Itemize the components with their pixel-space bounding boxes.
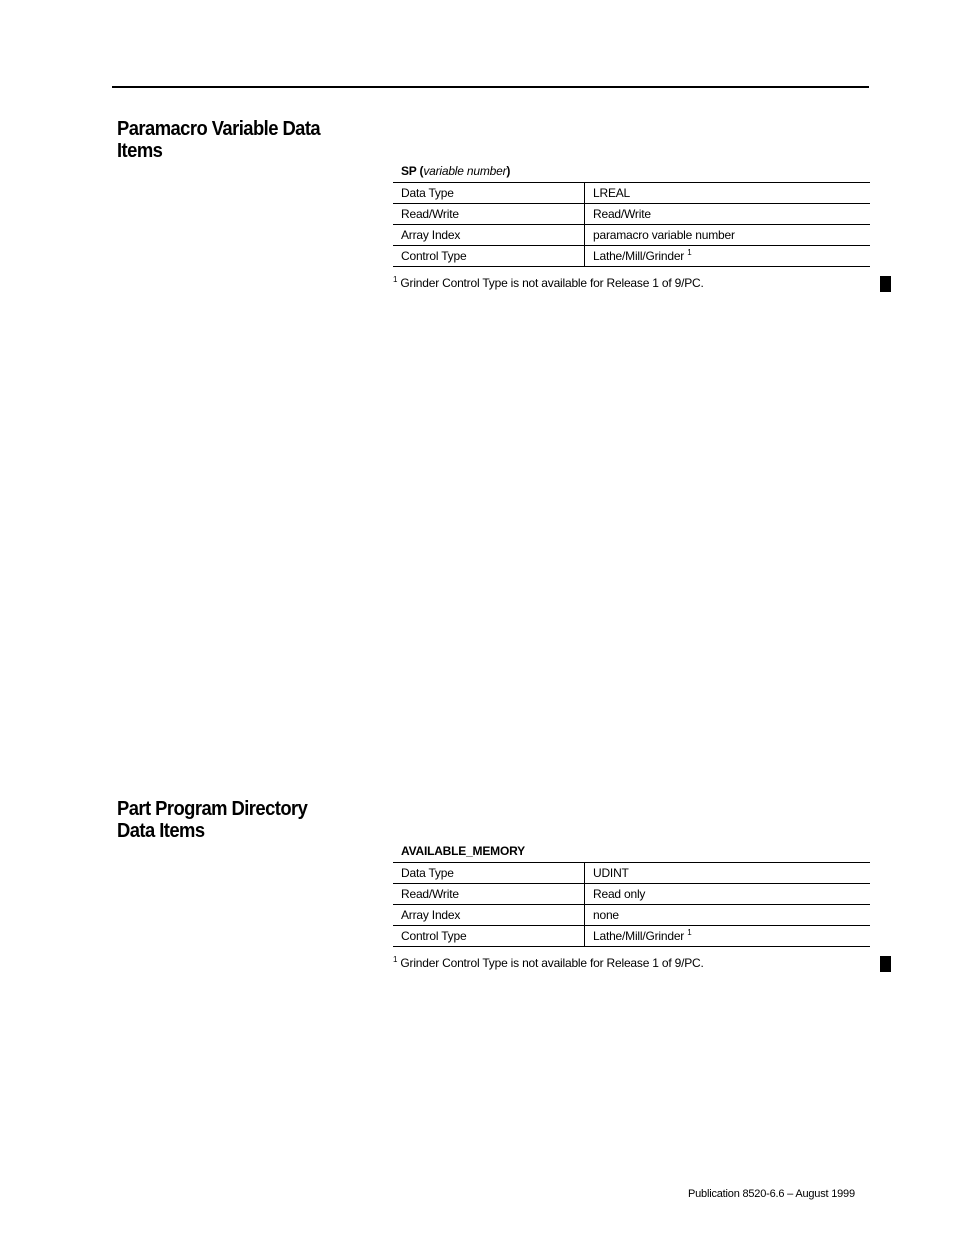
sp-data-table — [393, 182, 870, 267]
table-row — [393, 183, 870, 204]
footnote-mark: 1 — [393, 955, 398, 964]
row-value — [585, 246, 871, 267]
row-value — [585, 183, 871, 204]
change-bar — [880, 956, 891, 972]
sp-table-block — [393, 164, 870, 267]
section-heading-paramacro — [117, 118, 338, 162]
table-row — [393, 204, 870, 225]
row-label: Array Index — [393, 225, 585, 246]
caption-bold: AVAILABLE_MEMORY — [401, 844, 525, 858]
footnote — [393, 276, 704, 290]
row-value-text: LREAL — [593, 186, 631, 200]
heading-line: Paramacro Variable Data — [117, 118, 321, 140]
row-value-sup: 1 — [687, 248, 692, 257]
table-row — [393, 884, 870, 905]
heading-line: Data Items — [117, 820, 205, 842]
row-value — [585, 926, 871, 947]
footnote — [393, 956, 704, 970]
footnote-text: Grinder Control Type is not available for Release 1 of 9/PC. — [397, 276, 704, 290]
section-heading-part-program — [117, 798, 338, 842]
available-memory-data-table — [393, 862, 870, 947]
row-value-text: paramacro variable number — [593, 228, 735, 242]
table-row — [393, 246, 870, 267]
row-label: Control Type — [393, 926, 585, 947]
row-value-text: none — [593, 908, 619, 922]
publication-footer: Publication 8520-6.6 – August 1999 — [688, 1188, 855, 1200]
row-value — [585, 225, 871, 246]
row-label: Array Index — [393, 905, 585, 926]
row-label: Read/Write — [393, 884, 585, 905]
row-label: Data Type — [393, 183, 585, 204]
row-value — [585, 905, 871, 926]
top-rule — [112, 86, 869, 88]
row-value-text: UDINT — [593, 866, 629, 880]
table-row — [393, 926, 870, 947]
row-value-text: Read/Write — [593, 207, 651, 221]
heading-line: Part Program Directory — [117, 798, 308, 820]
table-caption — [393, 844, 870, 858]
row-value-text: Lathe/Mill/Grinder — [593, 929, 688, 943]
row-label: Read/Write — [393, 204, 585, 225]
table-caption — [393, 164, 870, 178]
table-row — [393, 863, 870, 884]
caption-bold: SP ( — [401, 164, 424, 178]
row-value — [585, 863, 871, 884]
caption-close: ) — [506, 164, 511, 178]
row-value — [585, 204, 871, 225]
row-value-text: Read only — [593, 887, 646, 901]
footnote-text: Grinder Control Type is not available for Release 1 of 9/PC. — [397, 956, 704, 970]
table-row — [393, 225, 870, 246]
footnote-mark: 1 — [393, 275, 398, 284]
table-row — [393, 905, 870, 926]
row-value — [585, 884, 871, 905]
heading-line: Items — [117, 140, 163, 162]
caption-italic: variable number — [423, 164, 507, 178]
change-bar — [880, 276, 891, 292]
available-memory-table-block — [393, 844, 870, 947]
row-label: Data Type — [393, 863, 585, 884]
row-value-sup: 1 — [687, 928, 692, 937]
row-value-text: Lathe/Mill/Grinder — [593, 249, 688, 263]
row-label: Control Type — [393, 246, 585, 267]
